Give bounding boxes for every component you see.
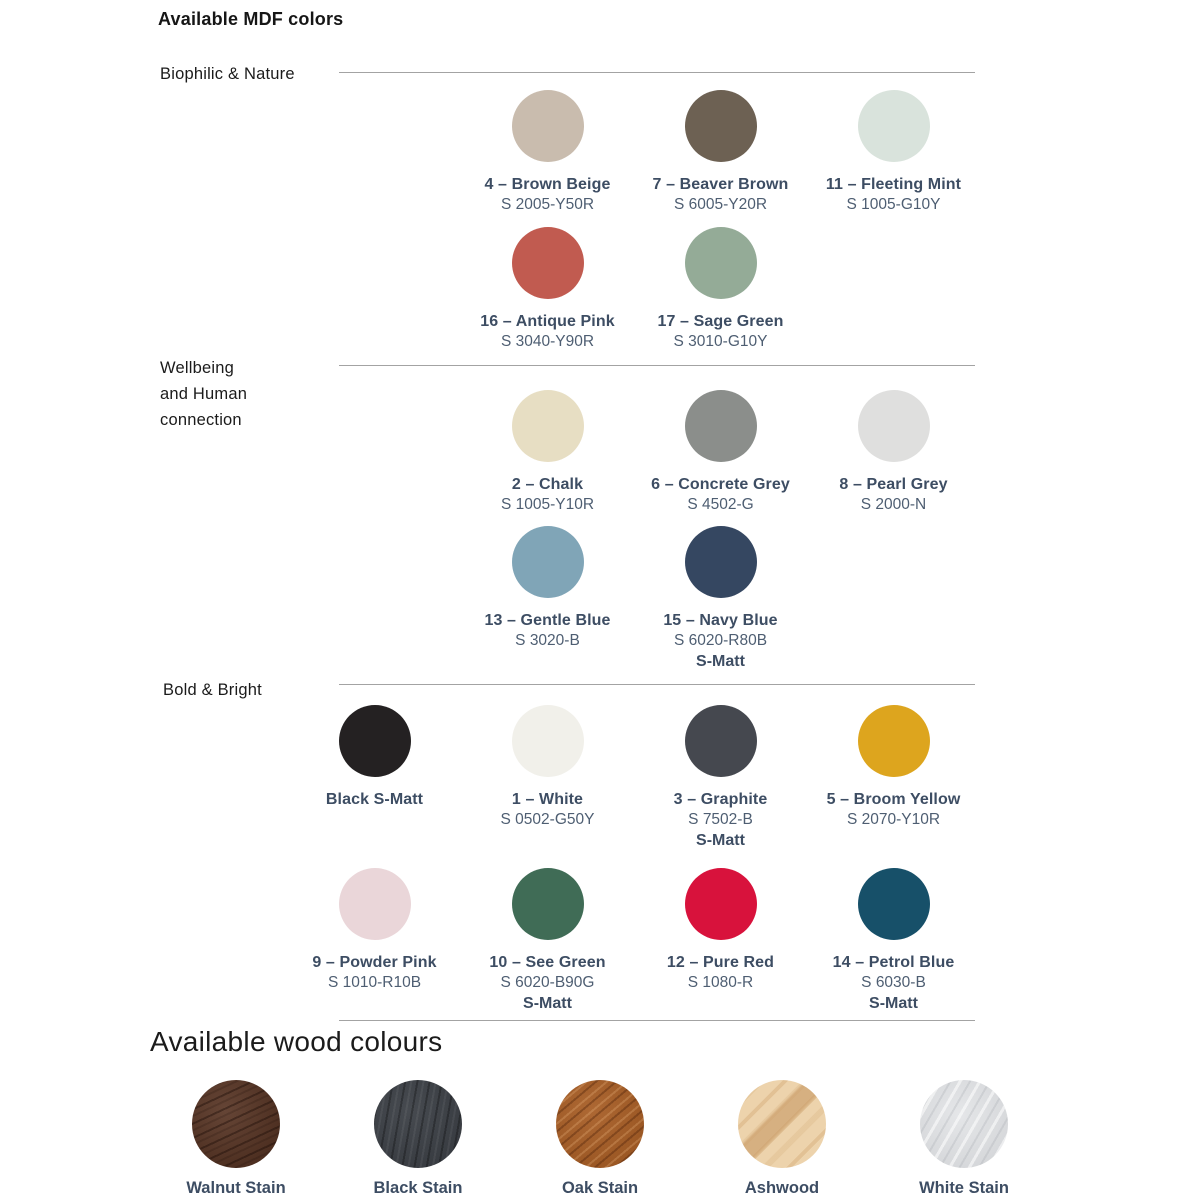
swatch-name: 3 – Graphite bbox=[673, 791, 768, 808]
color-swatch-circle bbox=[512, 868, 584, 940]
section-rule bbox=[339, 365, 975, 366]
swatch-brown-beige bbox=[461, 90, 634, 215]
swatch-code: S 6020-R80B bbox=[673, 632, 768, 649]
swatch-finish: S-Matt bbox=[523, 995, 572, 1012]
swatch-name: 10 – See Green bbox=[489, 954, 606, 971]
color-swatch-circle bbox=[512, 227, 584, 299]
swatch-petrol-blue bbox=[807, 868, 980, 1014]
swatch-row bbox=[461, 90, 980, 215]
wood-swatch-circle bbox=[556, 1080, 644, 1168]
swatch-code: S 3040-Y90R bbox=[500, 333, 595, 350]
swatch-oak-stain bbox=[509, 1080, 691, 1198]
color-swatch-circle bbox=[339, 868, 411, 940]
swatch-code: S 2070-Y10R bbox=[846, 811, 941, 828]
swatch-name: 4 – Brown Beige bbox=[484, 176, 611, 193]
swatch-row bbox=[461, 526, 807, 672]
swatch-white bbox=[461, 705, 634, 851]
swatch-name: 1 – White bbox=[511, 791, 584, 808]
swatch-name: 5 – Broom Yellow bbox=[826, 791, 961, 808]
swatch-powder-pink bbox=[288, 868, 461, 1014]
swatch-code: S 0502-G50Y bbox=[500, 811, 595, 828]
swatch-name: 12 – Pure Red bbox=[666, 954, 775, 971]
swatch-beaver-brown bbox=[634, 90, 807, 215]
color-swatch-circle bbox=[858, 90, 930, 162]
swatch-name: Black S-Matt bbox=[325, 791, 424, 808]
color-swatch-circle bbox=[685, 705, 757, 777]
swatch-chalk bbox=[461, 390, 634, 515]
swatch-name: Black Stain bbox=[373, 1179, 463, 1197]
swatch-walnut-stain bbox=[145, 1080, 327, 1198]
wood-swatch-circle bbox=[374, 1080, 462, 1168]
swatch-concrete-grey bbox=[634, 390, 807, 515]
swatch-ashwood bbox=[691, 1080, 873, 1198]
swatch-black-s-matt bbox=[288, 705, 461, 851]
swatch-name: White Stain bbox=[919, 1179, 1009, 1197]
color-swatch-circle bbox=[512, 90, 584, 162]
swatch-code: S 2005-Y50R bbox=[500, 196, 595, 213]
swatch-white-stain bbox=[873, 1080, 1055, 1198]
swatch-code: S 6030-B bbox=[861, 974, 926, 991]
swatch-name: Oak Stain bbox=[561, 1179, 639, 1197]
swatch-name: 11 – Fleeting Mint bbox=[825, 176, 962, 193]
section-rule bbox=[339, 1020, 975, 1021]
section-label-bold-bright: Bold & Bright bbox=[163, 681, 262, 699]
swatch-code: S 1005-G10Y bbox=[846, 196, 941, 213]
swatch-code: S 4502-G bbox=[687, 496, 754, 513]
swatch-row bbox=[461, 390, 980, 515]
swatch-name: 15 – Navy Blue bbox=[663, 612, 778, 629]
swatch-name: 14 – Petrol Blue bbox=[832, 954, 955, 971]
color-swatch-circle bbox=[685, 227, 757, 299]
swatch-black-stain bbox=[327, 1080, 509, 1198]
mdf-colors-title: Available MDF colors bbox=[158, 9, 344, 29]
color-swatch-circle bbox=[858, 868, 930, 940]
swatch-name: 8 – Pearl Grey bbox=[839, 476, 948, 493]
swatch-name: 6 – Concrete Grey bbox=[651, 476, 790, 493]
color-swatch-circle bbox=[685, 390, 757, 462]
color-swatch-circle bbox=[512, 705, 584, 777]
swatch-code: S 6005-Y20R bbox=[673, 196, 768, 213]
swatch-name: 17 – Sage Green bbox=[657, 313, 784, 330]
color-swatch-circle bbox=[685, 526, 757, 598]
swatch-code: S 2000-N bbox=[860, 496, 927, 513]
swatch-row bbox=[461, 227, 807, 352]
swatch-broom-yellow bbox=[807, 705, 980, 851]
wood-swatch-row bbox=[145, 1080, 1055, 1198]
swatch-name: 13 – Gentle Blue bbox=[484, 612, 611, 629]
color-swatch-circle bbox=[685, 90, 757, 162]
swatch-name: 2 – Chalk bbox=[511, 476, 584, 493]
swatch-name: Ashwood bbox=[744, 1179, 820, 1197]
swatch-code: S 1005-Y10R bbox=[500, 496, 595, 513]
color-swatch-circle bbox=[512, 390, 584, 462]
swatch-name: 9 – Powder Pink bbox=[312, 954, 437, 971]
swatch-code: S 3020-B bbox=[515, 632, 580, 649]
swatch-name: 7 – Beaver Brown bbox=[652, 176, 789, 193]
swatch-row bbox=[288, 705, 980, 851]
wood-colours-title: Available wood colours bbox=[150, 1026, 443, 1057]
swatch-pure-red bbox=[634, 868, 807, 1014]
swatch-code: S 6020-B90G bbox=[500, 974, 595, 991]
wood-swatch-circle bbox=[738, 1080, 826, 1168]
color-swatch-circle bbox=[685, 868, 757, 940]
swatch-pearl-grey bbox=[807, 390, 980, 515]
color-swatch-circle bbox=[858, 705, 930, 777]
color-swatch-circle bbox=[512, 526, 584, 598]
section-rule bbox=[339, 72, 975, 73]
wood-swatch-circle bbox=[192, 1080, 280, 1168]
swatch-antique-pink bbox=[461, 227, 634, 352]
swatch-code: S 3010-G10Y bbox=[673, 333, 768, 350]
swatch-navy-blue bbox=[634, 526, 807, 672]
section-rule bbox=[339, 684, 975, 685]
swatch-finish: S-Matt bbox=[696, 832, 745, 849]
swatch-sage-green bbox=[634, 227, 807, 352]
swatch-code: S 1010-R10B bbox=[327, 974, 422, 991]
swatch-finish: S-Matt bbox=[869, 995, 918, 1012]
wood-swatch-circle bbox=[920, 1080, 1008, 1168]
swatch-name: 16 – Antique Pink bbox=[480, 313, 615, 330]
swatch-finish: S-Matt bbox=[696, 653, 745, 670]
swatch-row bbox=[288, 868, 980, 1014]
swatch-code: S 1080-R bbox=[687, 974, 754, 991]
swatch-code: S 7502-B bbox=[688, 811, 753, 828]
swatch-graphite bbox=[634, 705, 807, 851]
swatch-fleeting-mint bbox=[807, 90, 980, 215]
swatch-name: Walnut Stain bbox=[186, 1179, 286, 1197]
color-swatch-circle bbox=[339, 705, 411, 777]
swatch-gentle-blue bbox=[461, 526, 634, 672]
color-swatch-circle bbox=[858, 390, 930, 462]
section-label-wellbeing: Wellbeing and Human connection bbox=[160, 359, 248, 429]
swatch-see-green bbox=[461, 868, 634, 1014]
section-label-biophilic-nature: Biophilic & Nature bbox=[160, 65, 295, 83]
